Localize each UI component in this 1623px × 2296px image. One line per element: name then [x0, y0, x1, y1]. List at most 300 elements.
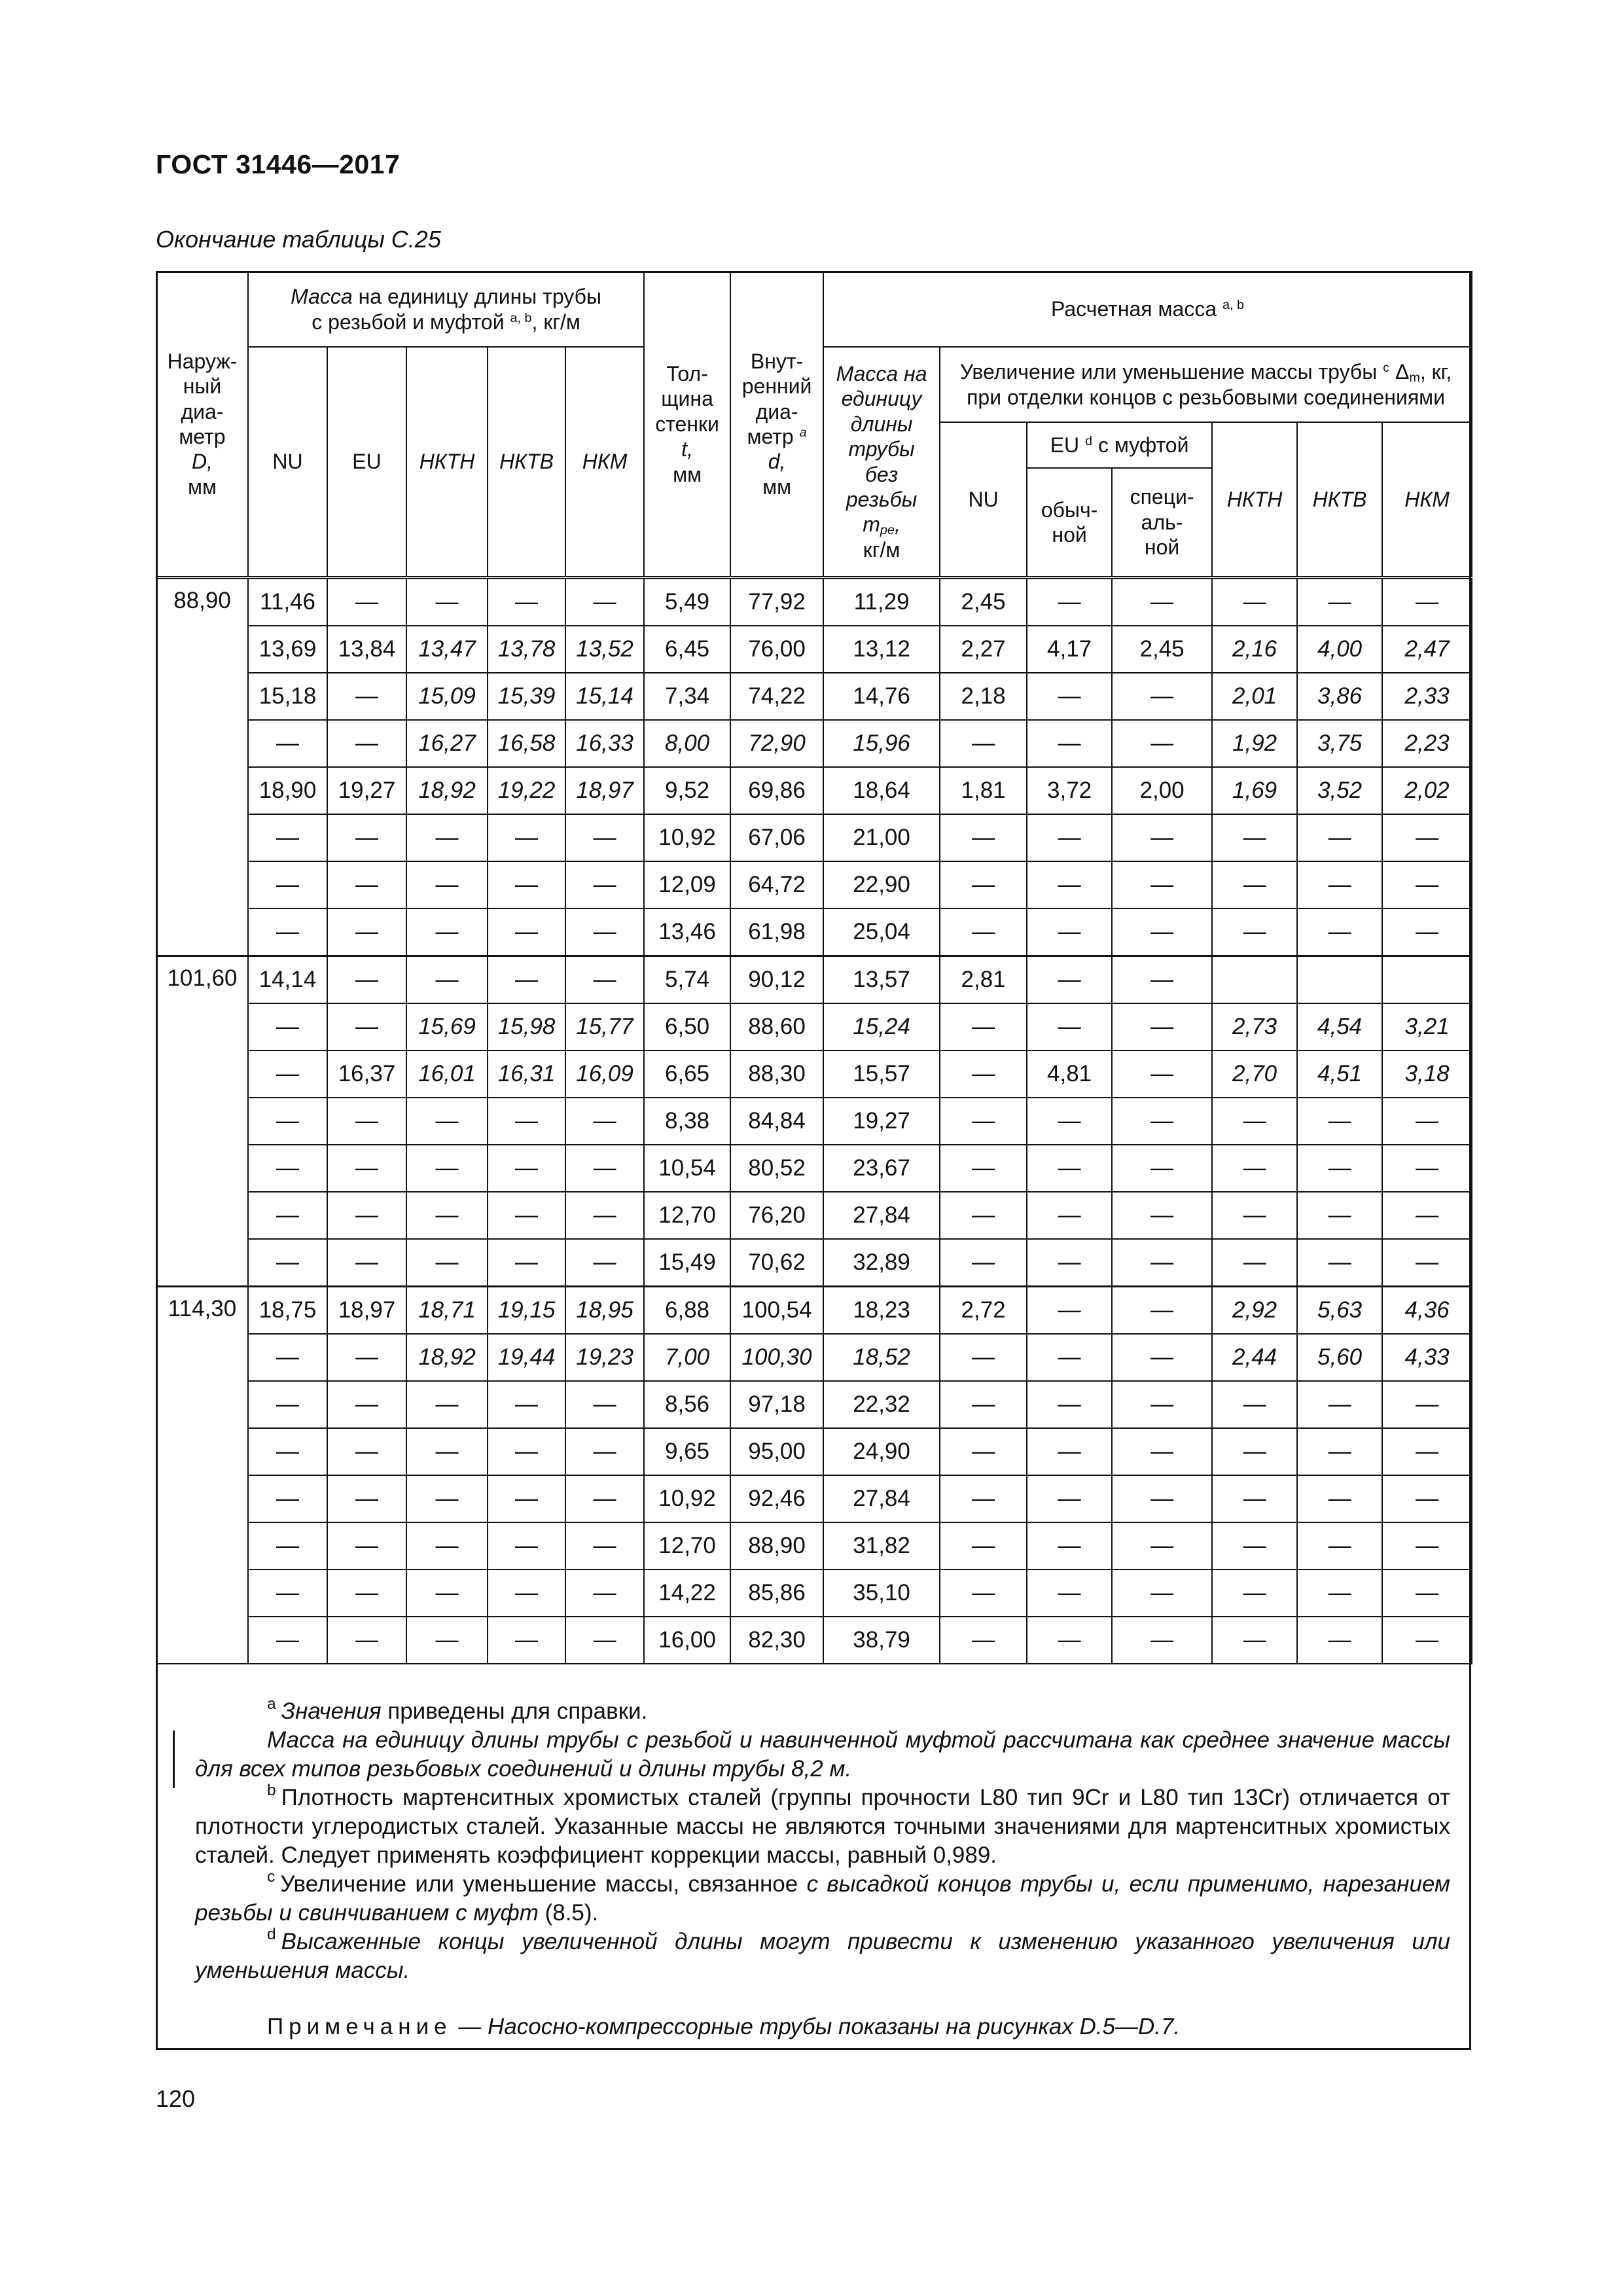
outer-diameter-cell: 88,90 [156, 578, 248, 956]
footnote-a-continued: Масса на единицу длины трубы с резьбой и навинченной муфтой рассчитана как среднее значение массы для всех типов резьбовых соединений и длины трубы 8,2 м. [195, 1727, 1450, 1782]
table-cell: — [248, 1522, 327, 1570]
table-row [156, 814, 1472, 861]
table-cell: 18,97 [327, 1287, 406, 1335]
table-cell: 7,00 [644, 1334, 730, 1381]
table-cell: — [406, 1381, 488, 1428]
footnote-c: $^c$ Увеличение или уменьшение массы, связанное с высадкой концов трубы и, если применимо, нарезанием резьбы и свинчиванием с муфт (8.5). [195, 1868, 1450, 1926]
table-cell: 16,00 [644, 1617, 730, 1664]
table-cell: 2,18 [940, 673, 1027, 720]
header-calculated-mass: Расчетная масса $^{a, b}$ [823, 272, 1472, 347]
table-row [156, 1145, 1472, 1192]
table-cell: 88,90 [730, 1522, 823, 1570]
header-mass-with-thread: Масса на единицу длины трубы с резьбой и муфтой $^{a, b}$, кг/м [248, 272, 644, 347]
table-cell: — [940, 1475, 1027, 1522]
table-cell: — [1112, 1050, 1212, 1098]
table-cell: — [248, 1050, 327, 1098]
table-cell: — [406, 1239, 488, 1287]
table-cell: — [940, 1428, 1027, 1475]
table-cell: — [1112, 1192, 1212, 1239]
table-cell: — [1212, 1145, 1297, 1192]
table-cell: — [1027, 1428, 1112, 1475]
table-row [156, 673, 1472, 720]
table-cell: 11,29 [823, 578, 940, 626]
table-cell: — [1382, 1192, 1472, 1239]
table-cell: — [248, 1570, 327, 1617]
table-cell: — [327, 1334, 406, 1381]
header-regular: обыч- ной [1027, 468, 1112, 578]
table-cell: — [488, 1428, 565, 1475]
table-cell: 1,92 [1212, 720, 1297, 767]
table-cell: — [1297, 1381, 1382, 1428]
table-cell: 4,00 [1297, 626, 1382, 673]
table-cell: 19,15 [488, 1287, 565, 1335]
table-cell: — [940, 1192, 1027, 1239]
outer-diameter-cell: 114,30 [156, 1287, 248, 1664]
table-cell: — [1382, 1475, 1472, 1522]
table-cell: — [1382, 814, 1472, 861]
table-cell: — [1027, 1570, 1112, 1617]
table-cell: — [565, 1192, 644, 1239]
table-cell: 16,37 [327, 1050, 406, 1098]
table-cell: 2,44 [1212, 1334, 1297, 1381]
table-row [156, 1192, 1472, 1239]
table-cell: 18,52 [823, 1334, 940, 1381]
table-cell: 19,27 [823, 1098, 940, 1145]
table-cell: — [327, 1428, 406, 1475]
table-cell: — [1112, 1098, 1212, 1145]
table-cell: 3,72 [1027, 767, 1112, 814]
table-cell: 3,18 [1382, 1050, 1472, 1098]
table-cell: 100,30 [730, 1334, 823, 1381]
table-cell: — [488, 1475, 565, 1522]
table-row [156, 1334, 1472, 1381]
table-cell: — [488, 908, 565, 956]
table-cell: 4,36 [1382, 1287, 1472, 1335]
table-cell: — [1297, 1192, 1382, 1239]
table-cell: 19,23 [565, 1334, 644, 1381]
table-cell: 13,69 [248, 626, 327, 673]
table-cell: — [1297, 861, 1382, 908]
table-cell: 15,96 [823, 720, 940, 767]
table-cell: — [488, 578, 565, 626]
table-cell: 14,22 [644, 1570, 730, 1617]
table-cell: — [327, 908, 406, 956]
table-cell: — [327, 1570, 406, 1617]
table-cell: 15,14 [565, 673, 644, 720]
table-cell: — [488, 1617, 565, 1664]
table-cell: — [1212, 814, 1297, 861]
table-cell: — [1027, 1145, 1112, 1192]
table-cell: — [1212, 1475, 1297, 1522]
table-cell: — [406, 1522, 488, 1570]
table-cell: — [1112, 1475, 1212, 1522]
table-cell: — [940, 1381, 1027, 1428]
table-cell: — [327, 1475, 406, 1522]
table-cell: 64,72 [730, 861, 823, 908]
table-cell: — [565, 1098, 644, 1145]
table-cell: 15,49 [644, 1239, 730, 1287]
document-title: ГОСТ 31446—2017 [156, 149, 401, 179]
table-cell: 5,49 [644, 578, 730, 626]
table-cell: — [327, 1522, 406, 1570]
table-cell: 27,84 [823, 1475, 940, 1522]
table-row [156, 1003, 1472, 1050]
table-cell: 3,86 [1297, 673, 1382, 720]
table-cell: 13,12 [823, 626, 940, 673]
table-cell: — [1382, 1098, 1472, 1145]
table-cell: 15,69 [406, 1003, 488, 1050]
table-cell: 12,70 [644, 1192, 730, 1239]
table-row [156, 720, 1472, 767]
table-cell [1212, 956, 1297, 1004]
table-row [156, 767, 1472, 814]
table-cell: — [1297, 1522, 1382, 1570]
header-eu: EU [327, 347, 406, 578]
table-cell: — [248, 1192, 327, 1239]
table-cell: 15,24 [823, 1003, 940, 1050]
table-cell: 13,78 [488, 626, 565, 673]
page-number: 120 [156, 2085, 196, 2112]
table-cell: — [248, 861, 327, 908]
table-cell: — [248, 908, 327, 956]
table-cell: — [565, 861, 644, 908]
header-nktn: НКТН [406, 347, 488, 578]
table-cell: 18,97 [565, 767, 644, 814]
table-cell: — [1027, 1287, 1112, 1335]
table-cell: — [1112, 1570, 1212, 1617]
table-cell: — [1112, 1145, 1212, 1192]
table-row [156, 1381, 1472, 1428]
table-cell: — [1112, 1334, 1212, 1381]
table-cell: 13,84 [327, 626, 406, 673]
table-cell: — [1112, 861, 1212, 908]
table-cell: 95,00 [730, 1428, 823, 1475]
table-cell: 31,82 [823, 1522, 940, 1570]
table-cell: — [406, 578, 488, 626]
table-cell: — [1027, 908, 1112, 956]
header-mass-change: Увеличение или уменьшение массы трубы $^c$ $\Delta_m$, кг, при отделки концов с резьбовыми соединениями [940, 347, 1472, 422]
header-change-nktv: НКТВ [1297, 422, 1382, 578]
table-cell: — [406, 814, 488, 861]
table-cell: — [940, 720, 1027, 767]
table-cell: 100,54 [730, 1287, 823, 1335]
note-text: Насосно-компрессорные трубы показаны на рисунках D.5—D.7. [488, 2014, 1181, 2039]
table-row [156, 1570, 1472, 1617]
table-cell: — [1297, 1475, 1382, 1522]
table-cell: — [1297, 814, 1382, 861]
table-cell: 18,90 [248, 767, 327, 814]
table-cell: 15,18 [248, 673, 327, 720]
table-cell: 10,54 [644, 1145, 730, 1192]
table-cell: 14,14 [248, 956, 327, 1004]
table-cell: — [327, 673, 406, 720]
table-cell: 16,01 [406, 1050, 488, 1098]
table-cell: 15,09 [406, 673, 488, 720]
table-cell: 22,32 [823, 1381, 940, 1428]
table-cell: — [565, 1570, 644, 1617]
table-cell: 4,54 [1297, 1003, 1382, 1050]
table-cell: — [565, 1239, 644, 1287]
table-cell: — [488, 814, 565, 861]
table-cell: — [406, 1098, 488, 1145]
table-cell: 9,65 [644, 1428, 730, 1475]
table-cell: — [940, 1239, 1027, 1287]
table-cell: — [1112, 1617, 1212, 1664]
table-cell: — [1382, 1239, 1472, 1287]
table-row [156, 908, 1472, 956]
footnote-d: $^d$ Высаженные концы увеличенной длины могут привести к изменению указанного увеличения или уменьшения массы. [195, 1926, 1450, 1983]
table-cell: — [1297, 1098, 1382, 1145]
table-cell: — [1112, 1003, 1212, 1050]
table-cell: 2,70 [1212, 1050, 1297, 1098]
table-row [156, 956, 1472, 1004]
table-cell: — [327, 1192, 406, 1239]
footnotes [195, 1697, 1450, 1985]
table-cell: 85,86 [730, 1570, 823, 1617]
header-outer-diameter: Наруж- ный диа- метр D, мм [156, 272, 248, 578]
table-cell: 12,09 [644, 861, 730, 908]
table-cell: 74,22 [730, 673, 823, 720]
table-cell: — [1112, 578, 1212, 626]
table-cell: 3,52 [1297, 767, 1382, 814]
table-cell: 15,98 [488, 1003, 565, 1050]
table-cell: — [327, 1239, 406, 1287]
table-cell: — [488, 1192, 565, 1239]
table-cell: — [1027, 1239, 1112, 1287]
table-cell: 92,46 [730, 1475, 823, 1522]
table-row [156, 1050, 1472, 1098]
table-cell: — [1027, 1192, 1112, 1239]
table-cell: 13,57 [823, 956, 940, 1004]
table-cell: — [565, 1428, 644, 1475]
table-cell: — [327, 956, 406, 1004]
table-cell: 13,47 [406, 626, 488, 673]
table-cell: 15,39 [488, 673, 565, 720]
table-cell: 16,09 [565, 1050, 644, 1098]
table-cell: — [1297, 908, 1382, 956]
footnote-b: $^b$ Плотность мартенситных хромистых сталей (группы прочности L80 тип 9Cr и L80 тип 13Cr) отличается от плотности углеродистых сталей. Указанные массы не являются точными значениями для мартенситных хромистых сталей. Следует применять коэффициент коррекции массы, равный 0,989. [195, 1782, 1450, 1868]
table-cell: 15,57 [823, 1050, 940, 1098]
table-cell: 19,44 [488, 1334, 565, 1381]
table-cell: — [1382, 1428, 1472, 1475]
table-cell: 82,30 [730, 1617, 823, 1664]
table-cell: — [565, 908, 644, 956]
table-cell: — [327, 720, 406, 767]
table-cell: 1,69 [1212, 767, 1297, 814]
table-cell: — [488, 861, 565, 908]
table-cell: 72,90 [730, 720, 823, 767]
table-cell: — [940, 1617, 1027, 1664]
table-cell: 19,27 [327, 767, 406, 814]
table-row [156, 1287, 1472, 1335]
table-cell: 11,46 [248, 578, 327, 626]
table-cell: 38,79 [823, 1617, 940, 1664]
table-cell: — [1297, 1617, 1382, 1664]
table-cell: 76,00 [730, 626, 823, 673]
table-cell: 2,45 [940, 578, 1027, 626]
table-cell: — [248, 1239, 327, 1287]
table-cell: — [1382, 1381, 1472, 1428]
table-cell: — [248, 1003, 327, 1050]
table-cell: — [248, 1475, 327, 1522]
table-cell: — [248, 1428, 327, 1475]
table-cell: 2,00 [1112, 767, 1212, 814]
table-cell [1297, 956, 1382, 1004]
table-cell: 6,50 [644, 1003, 730, 1050]
table-cell: — [1382, 1522, 1472, 1570]
table-caption: Окончание таблицы С.25 [156, 226, 441, 253]
table-cell: — [327, 1381, 406, 1428]
table-row [156, 861, 1472, 908]
table-cell: 16,27 [406, 720, 488, 767]
header-change-nu: NU [940, 422, 1027, 578]
table-row [156, 1522, 1472, 1570]
table-cell: 14,76 [823, 673, 940, 720]
table-row [156, 626, 1472, 673]
table-cell: 18,92 [406, 767, 488, 814]
header-change-nkm: НКМ [1382, 422, 1472, 578]
table-cell: — [1212, 908, 1297, 956]
table-cell: — [1027, 720, 1112, 767]
table-cell: 10,92 [644, 814, 730, 861]
table-cell: — [1027, 1522, 1112, 1570]
table-cell: — [248, 814, 327, 861]
header-inner-diameter: Внут- ренний диа- метр $^a$ d, мм [730, 272, 823, 578]
table-cell: — [940, 1098, 1027, 1145]
table-cell: 4,17 [1027, 626, 1112, 673]
table-cell: 2,01 [1212, 673, 1297, 720]
table-cell: — [488, 1145, 565, 1192]
table-cell: — [1112, 1287, 1212, 1335]
table-cell: 77,92 [730, 578, 823, 626]
table-row [156, 1428, 1472, 1475]
table-row [156, 1239, 1472, 1287]
table-cell: 88,60 [730, 1003, 823, 1050]
table-cell: — [248, 1381, 327, 1428]
table-cell: — [327, 814, 406, 861]
table-cell: — [1212, 861, 1297, 908]
revision-bar [173, 1731, 175, 1788]
table-body [156, 578, 1472, 1664]
table-cell: — [327, 1003, 406, 1050]
table-cell: 2,45 [1112, 626, 1212, 673]
table-note: Примечание — Насосно-компрессорные трубы показаны на рисунках D.5—D.7. [267, 2014, 1181, 2039]
table-cell: — [1382, 908, 1472, 956]
table-cell: — [1027, 673, 1112, 720]
table-cell: — [1212, 578, 1297, 626]
table-cell: — [1027, 1003, 1112, 1050]
table-cell: 97,18 [730, 1381, 823, 1428]
table-cell: 27,84 [823, 1192, 940, 1239]
table-cell: 5,60 [1297, 1334, 1382, 1381]
table-cell: — [248, 1334, 327, 1381]
table-cell: 19,22 [488, 767, 565, 814]
table-cell: 15,77 [565, 1003, 644, 1050]
table-cell: 5,63 [1297, 1287, 1382, 1335]
outer-diameter-cell: 101,60 [156, 956, 248, 1287]
table-cell: 32,89 [823, 1239, 940, 1287]
table-cell: — [1382, 578, 1472, 626]
table-cell: — [940, 1334, 1027, 1381]
table-cell: — [1212, 1428, 1297, 1475]
table-cell: — [565, 956, 644, 1004]
table-cell: — [1112, 1522, 1212, 1570]
table-cell: 18,95 [565, 1287, 644, 1335]
table-cell: 23,67 [823, 1145, 940, 1192]
table-cell: 4,33 [1382, 1334, 1472, 1381]
table-cell: 9,52 [644, 767, 730, 814]
table-cell: 8,00 [644, 720, 730, 767]
table-cell: 2,73 [1212, 1003, 1297, 1050]
header-nktv: НКТВ [488, 347, 565, 578]
table-cell: 2,16 [1212, 626, 1297, 673]
table-cell: — [565, 1145, 644, 1192]
table-cell: 24,90 [823, 1428, 940, 1475]
table-cell: — [1382, 1617, 1472, 1664]
table-cell: 6,45 [644, 626, 730, 673]
table-cell: — [406, 1617, 488, 1664]
table-row [156, 1098, 1472, 1145]
table-cell: 1,81 [940, 767, 1027, 814]
mass-table [156, 271, 1472, 1664]
table-cell: 13,52 [565, 626, 644, 673]
table-cell: 4,51 [1297, 1050, 1382, 1098]
table-cell: 61,98 [730, 908, 823, 956]
table-cell: 2,72 [940, 1287, 1027, 1335]
table-cell: 70,62 [730, 1239, 823, 1287]
table-cell: — [1027, 1098, 1112, 1145]
table-cell: 4,81 [1027, 1050, 1112, 1098]
table-cell: — [1112, 673, 1212, 720]
table-cell: — [1027, 1617, 1112, 1664]
table-cell: 10,92 [644, 1475, 730, 1522]
table-cell: 6,65 [644, 1050, 730, 1098]
table-cell: — [1297, 1239, 1382, 1287]
table-cell: — [940, 814, 1027, 861]
table-cell: — [1027, 1381, 1112, 1428]
table-cell: 22,90 [823, 861, 940, 908]
table-cell: 84,84 [730, 1098, 823, 1145]
header-change-nktn: НКТН [1212, 422, 1297, 578]
table-cell: — [1297, 578, 1382, 626]
table-cell: — [1112, 1239, 1212, 1287]
table-cell: — [248, 720, 327, 767]
header-nkm: НКМ [565, 347, 644, 578]
table-cell: 16,33 [565, 720, 644, 767]
table-cell: — [406, 1192, 488, 1239]
table-cell: — [1112, 720, 1212, 767]
table-cell: — [406, 861, 488, 908]
table-cell: 2,02 [1382, 767, 1472, 814]
table-cell: — [1382, 861, 1472, 908]
table-cell: 18,64 [823, 767, 940, 814]
table-cell: — [940, 1570, 1027, 1617]
table-cell: — [1112, 1381, 1212, 1428]
table-cell: 16,58 [488, 720, 565, 767]
table-cell: — [248, 1098, 327, 1145]
table-cell: — [1297, 1570, 1382, 1617]
table-cell: — [327, 1145, 406, 1192]
table-cell: — [488, 956, 565, 1004]
table-cell: — [248, 1617, 327, 1664]
table-cell: — [1027, 1475, 1112, 1522]
header-nu: NU [248, 347, 327, 578]
table-cell: 18,75 [248, 1287, 327, 1335]
table-cell: — [940, 1522, 1027, 1570]
table-cell: 12,70 [644, 1522, 730, 1570]
table-cell: — [1212, 1381, 1297, 1428]
table-cell: — [940, 1050, 1027, 1098]
